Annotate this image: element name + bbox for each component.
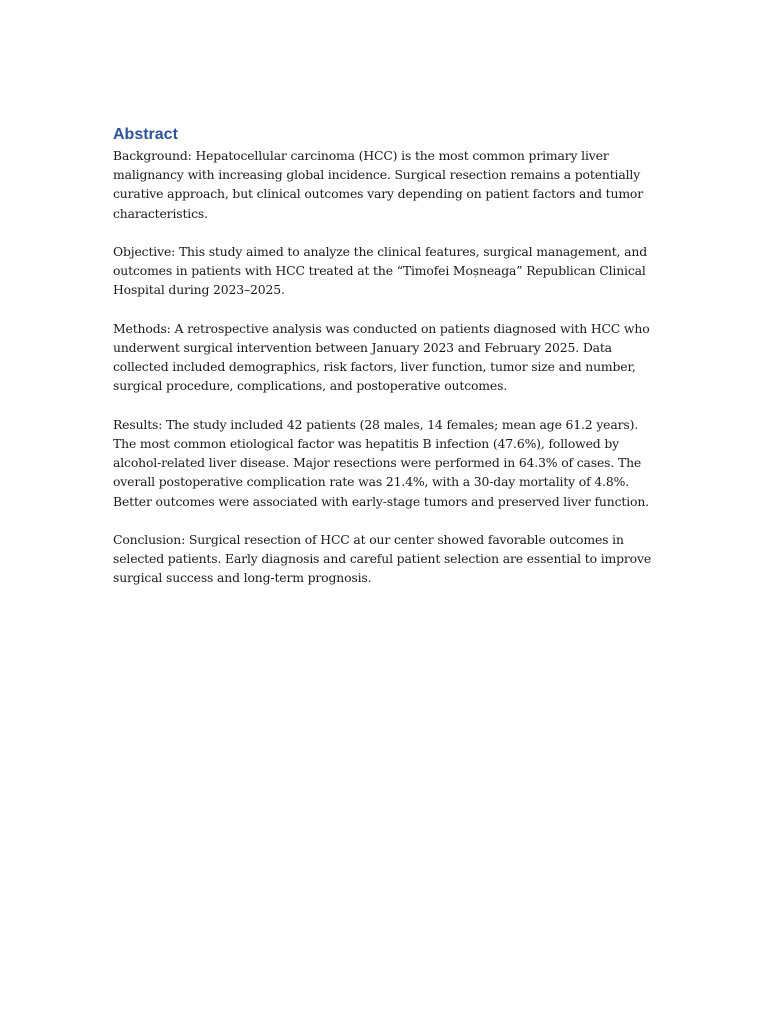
results-paragraph: Results: The study included 42 patients (28 males, 14 females; mean age 61.2 years). The most common etiological factor was hepatitis B infection (47.6%), followed by alcohol-related liver disease. Major resections were performed in 64.3% of cases. The overall postoperative complication rate was 21.4%, with a 30-day mortality of 4.8%. Better outcomes were associated with early-stage tumors and preserved liver function. (113, 416, 649, 509)
background-paragraph: Background: Hepatocellular carcinoma (HCC) is the most common primary liver malignancy with increasing global incidence. Surgical resection remains a potentially curative approach, but clinical outcomes vary depending on patient factors and tumor characteristics. (113, 148, 643, 221)
objective-paragraph: Objective: This study aimed to analyze the clinical features, surgical management, and outcomes in patients with HCC treated at the “Timofei Moșneaga” Republican Clinical Hospital during 2023–2025. (113, 244, 647, 298)
abstract-heading: Abstract (113, 126, 178, 143)
conclusion-paragraph: Conclusion: Surgical resection of HCC at our center showed favorable outcomes in selected patients. Early diagnosis and careful patient selection are essential to improve surgical success and long-term prognosis. (113, 532, 652, 586)
methods-paragraph: Methods: A retrospective analysis was conducted on patients diagnosed with HCC who underwent surgical intervention between January 2023 and February 2025. Data collected included demographics, risk factors, liver function, tumor size and number, surgical procedure, complications, and postoperative outcomes. (113, 320, 650, 394)
abstract-section (113, 124, 661, 607)
